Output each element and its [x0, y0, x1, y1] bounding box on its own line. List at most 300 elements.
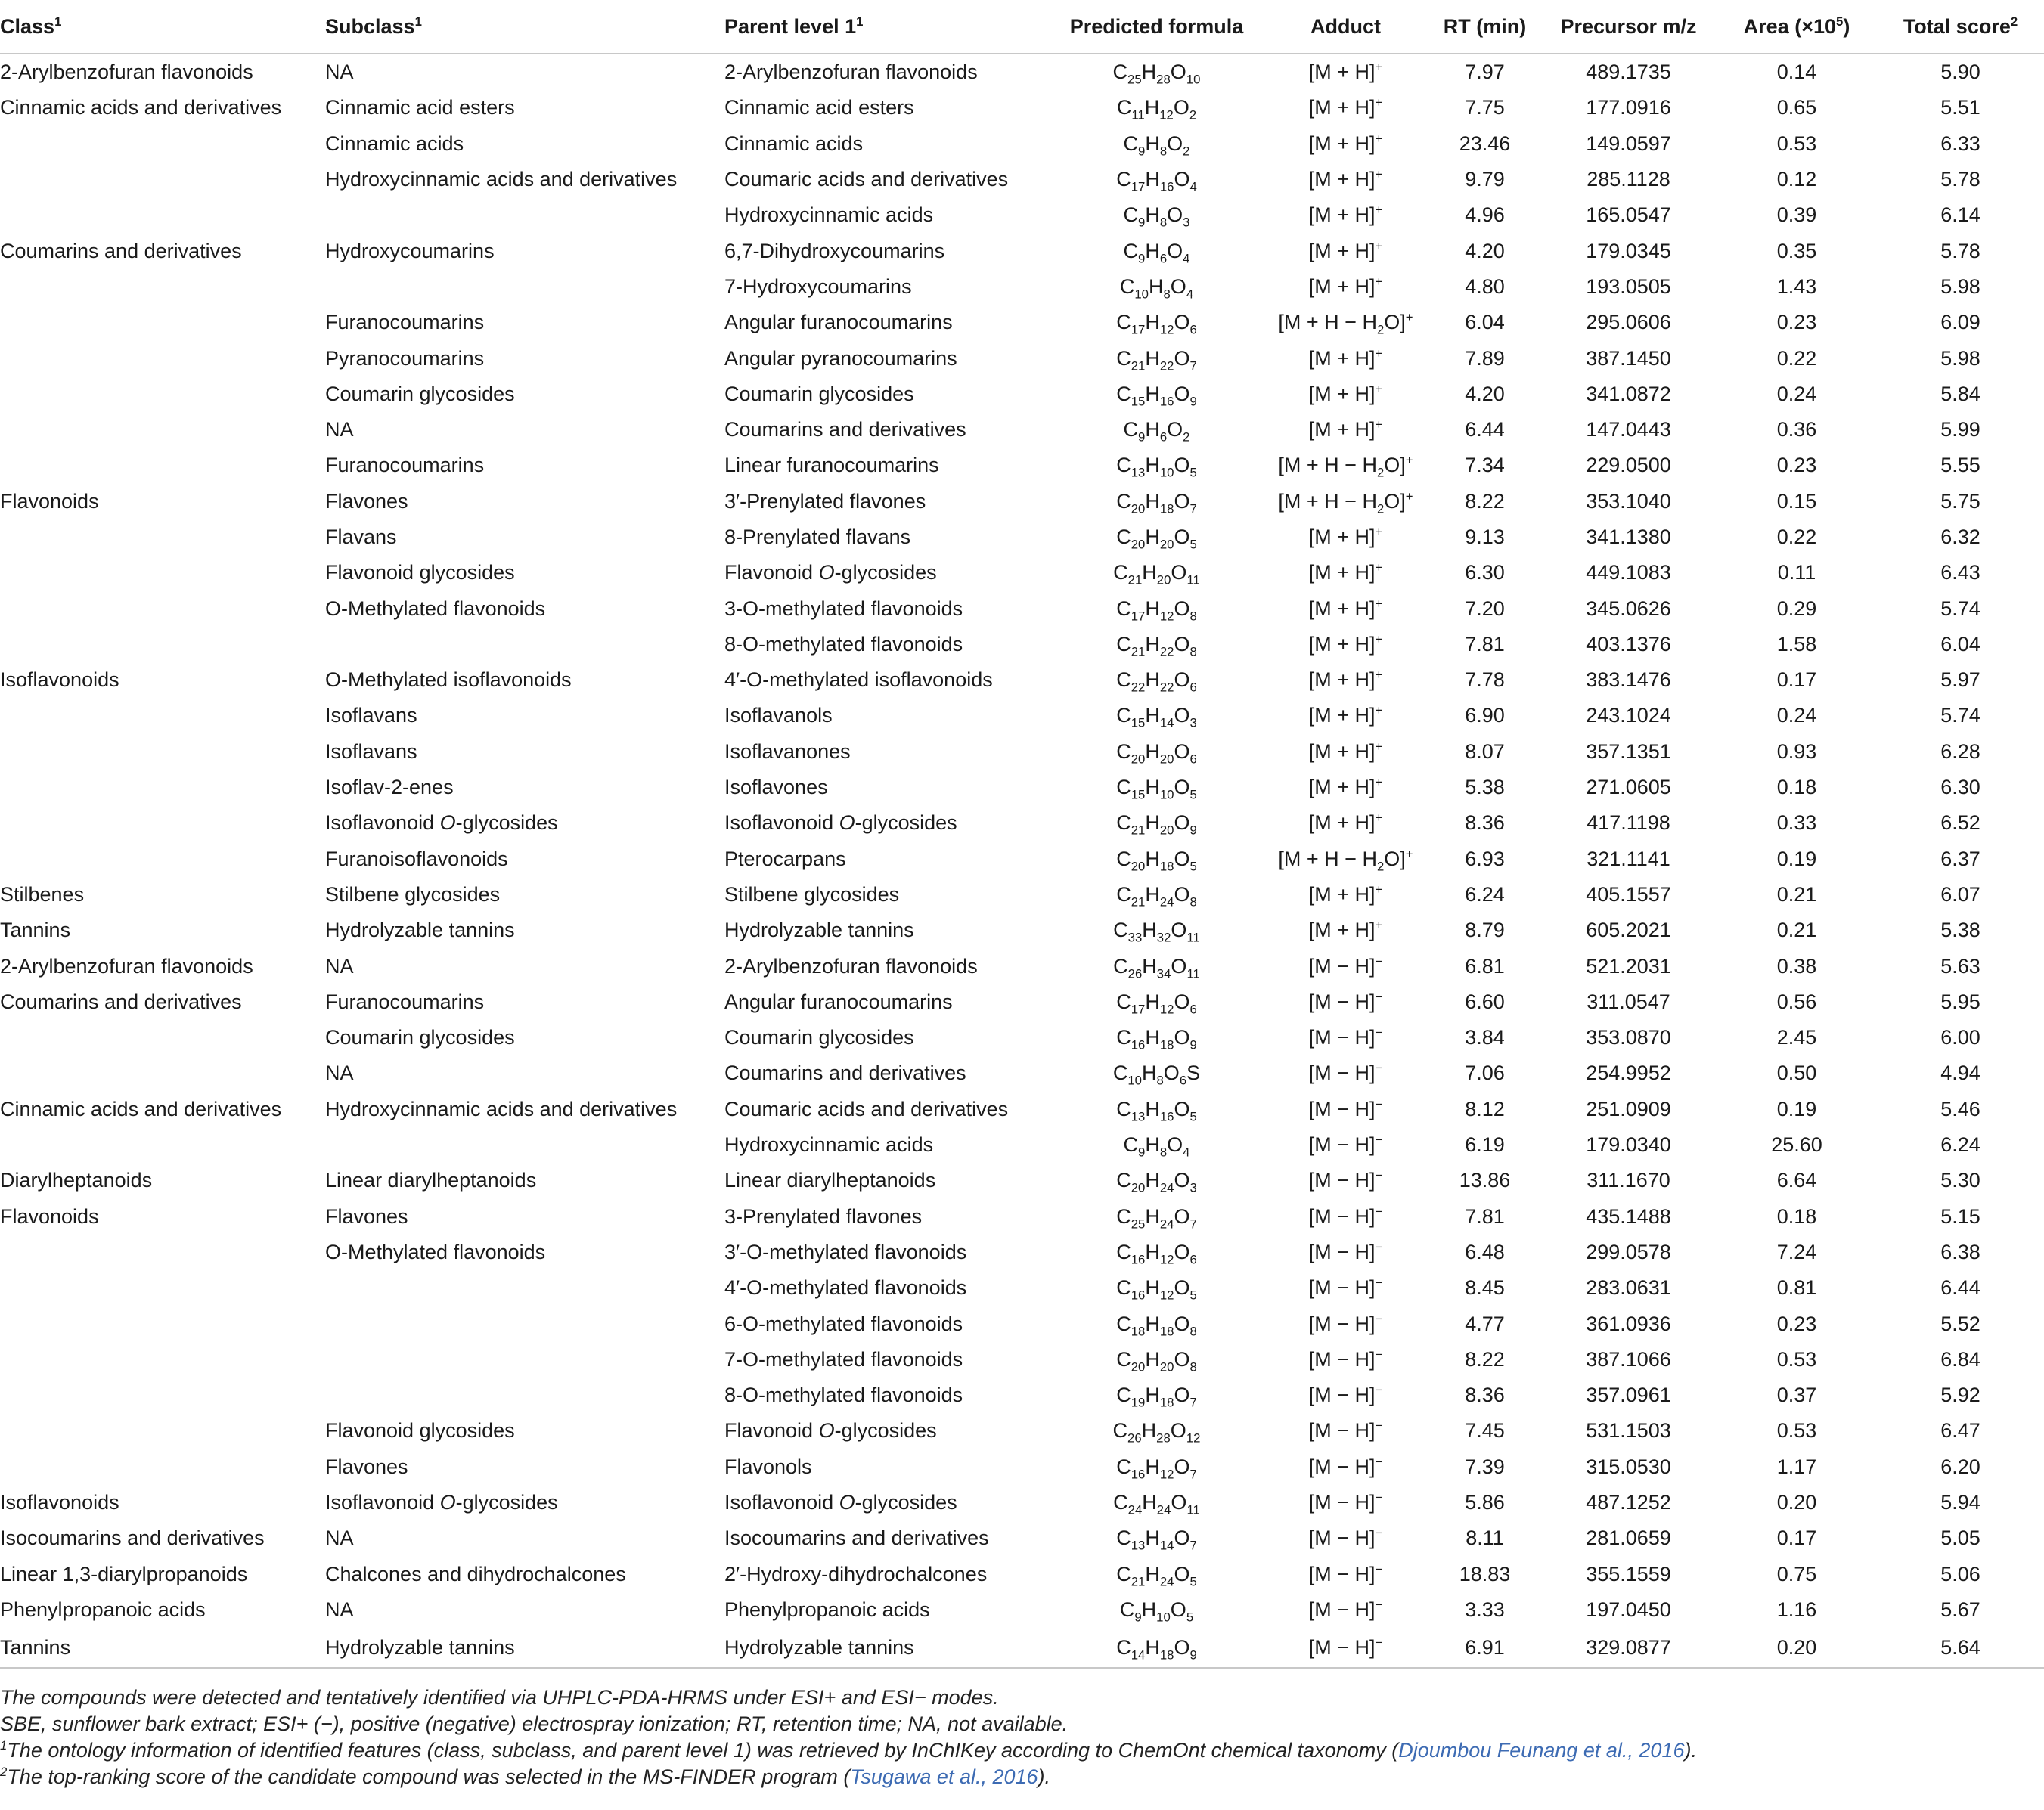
table-row — [0, 1485, 2044, 1520]
subclass-cell: Cinnamic acid esters — [325, 96, 515, 119]
subclass-cell: Isoflavans — [325, 704, 417, 727]
class-cell — [0, 1235, 325, 1270]
area-cell: 0.17 — [1776, 1526, 1817, 1550]
footnote-text-end: ). — [1038, 1765, 1051, 1788]
formula-cell: $C_9H_6O_4$ — [1123, 239, 1190, 266]
subclass-cell: Cinnamic acids — [325, 132, 464, 155]
total-score-cell: 5.30 — [1940, 1169, 1980, 1192]
rt-cell: 6.81 — [1465, 954, 1505, 978]
total-score-cell: 5.94 — [1940, 1491, 1980, 1514]
formula-cell: $C_{20}H_{20}O_5$ — [1116, 525, 1197, 552]
area-cell: 0.23 — [1776, 311, 1817, 334]
precursor-mz-cell: 299.0578 — [1586, 1240, 1671, 1263]
parent-level-cell: Angular furanocoumarins — [724, 311, 953, 334]
parent-level-cell: 3-O-methylated flavonoids — [724, 597, 963, 620]
class-cell — [0, 1306, 325, 1341]
formula-cell: $C_{26}H_{28}O_{12}$ — [1112, 1419, 1201, 1446]
class-cell: Isoflavonoids — [0, 668, 119, 692]
table-row — [0, 377, 2044, 412]
adduct-cell: $[M + H - H_2O]^+$ — [1278, 488, 1413, 516]
parent-level-cell: Flavonoid O-glycosides — [724, 1419, 937, 1443]
rt-cell: 8.22 — [1465, 1347, 1505, 1371]
rt-cell: 6.91 — [1429, 1628, 1540, 1668]
parent-level-cell: 4′-O-methylated flavonoids — [724, 1276, 967, 1300]
parent-level-cell: 2-Arylbenzofuran flavonoids — [724, 60, 978, 84]
subclass-cell: O-Methylated isoflavonoids — [325, 668, 572, 692]
total-score-cell: 6.38 — [1940, 1240, 1980, 1263]
formula-cell: $C_{21}H_{20}O_{11}$ — [1113, 561, 1200, 587]
formula-cell: $C_{13}H_{10}O_5$ — [1116, 454, 1197, 480]
formula-cell: $C_{21}H_{24}O_5$ — [1116, 1562, 1197, 1588]
total-score-cell: 5.74 — [1940, 704, 1980, 727]
total-score-cell: 5.46 — [1940, 1097, 1980, 1120]
total-score-cell: 6.44 — [1940, 1276, 1980, 1300]
subclass-cell: Flavones — [325, 1204, 408, 1228]
table-row — [0, 340, 2044, 376]
subclass-cell: NA — [325, 60, 354, 84]
class-cell: Tannins — [0, 1628, 325, 1668]
rt-cell: 4.96 — [1465, 203, 1505, 227]
class-cell: Phenylpropanoic acids — [0, 1598, 206, 1621]
precursor-mz-cell: 197.0450 — [1586, 1598, 1671, 1621]
precursor-mz-cell: 435.1488 — [1586, 1204, 1671, 1228]
class-cell — [0, 555, 325, 590]
area-cell: 0.20 — [1776, 1491, 1817, 1514]
rt-cell: 8.36 — [1465, 1384, 1505, 1407]
rt-cell: 7.89 — [1465, 346, 1505, 370]
rt-cell: 3.33 — [1465, 1598, 1505, 1621]
table-row — [0, 590, 2044, 626]
parent-level-cell: 2′-Hydroxy-dihydrochalcones — [724, 1562, 988, 1585]
parent-level-cell: 6-O-methylated flavonoids — [724, 1312, 963, 1335]
precursor-mz-cell: 243.1024 — [1586, 704, 1671, 727]
footnote-text: The top-ranking score of the candidate compound was selected in the MS-FINDER program ( — [7, 1765, 851, 1788]
rt-cell: 7.45 — [1465, 1419, 1505, 1443]
precursor-mz-cell: 254.9952 — [1586, 1062, 1671, 1085]
table-row — [0, 662, 2044, 698]
area-cell: 0.65 — [1776, 96, 1817, 119]
area-cell: 0.23 — [1776, 454, 1817, 477]
parent-level-cell: Isoflavones — [724, 776, 828, 799]
adduct-cell: [M − H]− — [1308, 1275, 1383, 1300]
subclass-cell: Linear diarylheptanoids — [325, 1169, 537, 1192]
precursor-mz-cell: 315.0530 — [1586, 1455, 1671, 1478]
precursor-mz-cell: 321.1141 — [1587, 847, 1670, 870]
total-score-cell: 4.94 — [1940, 1062, 1980, 1085]
adduct-cell: [M + H]+ — [1308, 631, 1383, 656]
parent-level-cell: 3-Prenylated flavones — [724, 1204, 923, 1228]
rt-cell: 6.44 — [1465, 418, 1505, 442]
precursor-mz-cell: 177.0916 — [1586, 96, 1671, 119]
precursor-mz-cell: 229.0500 — [1586, 454, 1671, 477]
rt-cell: 4.80 — [1465, 274, 1505, 298]
total-score-cell: 5.78 — [1940, 239, 1980, 262]
subclass-cell — [325, 1127, 724, 1163]
class-cell — [0, 805, 325, 841]
table-header — [0, 0, 2044, 54]
class-cell — [0, 377, 325, 412]
total-score-cell: 5.95 — [1940, 990, 1980, 1013]
area-cell: 0.24 — [1776, 382, 1817, 405]
area-cell: 1.16 — [1776, 1598, 1817, 1621]
adduct-cell: $[M + H - H_2O]^+$ — [1278, 310, 1413, 337]
total-score-cell: 5.98 — [1940, 274, 1980, 298]
formula-cell: $C_{16}H_{12}O_5$ — [1116, 1276, 1197, 1303]
total-score-cell: 5.75 — [1940, 489, 1980, 513]
adduct-cell: [M + H]+ — [1308, 381, 1383, 405]
area-cell: 0.19 — [1776, 1097, 1817, 1120]
total-score-cell: 5.51 — [1940, 96, 1980, 119]
class-cell — [0, 412, 325, 448]
total-score-cell: 6.07 — [1940, 882, 1980, 906]
subclass-cell: Isoflavonoid O-glycosides — [325, 1491, 558, 1514]
total-score-cell: 5.15 — [1940, 1204, 1980, 1228]
class-cell — [0, 1378, 325, 1413]
total-score-cell: 5.64 — [1877, 1628, 2044, 1668]
parent-level-cell: Angular pyranocoumarins — [724, 346, 957, 370]
rt-cell: 18.83 — [1459, 1562, 1511, 1585]
footnote-marker: 2 — [0, 1765, 8, 1779]
footnote-text: The compounds were detected and tentatively identified via UHPLC-PDA-HRMS under ESI+ and ESI− modes. — [0, 1686, 999, 1709]
precursor-mz-cell: 345.0626 — [1586, 597, 1671, 620]
parent-level-cell: Flavonols — [724, 1455, 812, 1478]
formula-cell: $C_{26}H_{34}O_{11}$ — [1113, 954, 1200, 981]
total-score-cell: 5.90 — [1940, 60, 1980, 84]
rt-cell: 6.19 — [1465, 1133, 1505, 1157]
adduct-cell: [M − H]− — [1308, 1383, 1383, 1407]
formula-cell: $C_{21}H_{20}O_9$ — [1116, 811, 1197, 838]
class-cell — [0, 698, 325, 733]
adduct-cell: [M + H]+ — [1308, 60, 1383, 84]
precursor-mz-cell: 285.1128 — [1587, 168, 1670, 191]
class-cell — [0, 734, 325, 770]
parent-level-cell: 6,7-Dihydroxycoumarins — [724, 239, 945, 262]
total-score-cell: 6.37 — [1940, 847, 1980, 870]
total-score-cell: 6.04 — [1940, 632, 1980, 656]
precursor-mz-cell: 165.0547 — [1586, 203, 1671, 227]
class-cell — [0, 197, 325, 233]
parent-level-cell: Isoflavonoid O-glycosides — [724, 811, 957, 835]
parent-level-cell: Phenylpropanoic acids — [724, 1598, 930, 1621]
subclass-cell: Flavonoid glycosides — [325, 561, 515, 584]
table-row — [0, 197, 2044, 233]
class-cell — [0, 1413, 325, 1449]
subclass-cell: Isoflav-2-enes — [325, 776, 454, 799]
area-cell: 0.11 — [1777, 561, 1816, 584]
table-row — [0, 1413, 2044, 1449]
rt-cell: 6.93 — [1465, 847, 1505, 870]
header-precursor-mz: Precursor m/z — [1540, 0, 1717, 54]
precursor-mz-cell: 449.1083 — [1586, 561, 1671, 584]
class-cell — [0, 770, 325, 805]
parent-level-cell: 2-Arylbenzofuran flavonoids — [724, 954, 978, 978]
rt-cell: 8.79 — [1465, 919, 1505, 942]
area-cell: 6.64 — [1776, 1169, 1817, 1192]
precursor-mz-cell: 355.1559 — [1586, 1562, 1671, 1585]
formula-cell: $C_{20}H_{20}O_6$ — [1116, 739, 1197, 767]
table-row — [0, 126, 2044, 162]
rt-cell: 13.86 — [1459, 1169, 1511, 1192]
subclass-cell: Pyranocoumarins — [325, 346, 485, 370]
adduct-cell: [M − H]− — [1308, 1561, 1383, 1585]
formula-cell: $C_{21}H_{22}O_7$ — [1116, 346, 1197, 373]
parent-level-cell: 7-Hydroxycoumarins — [724, 274, 912, 298]
citation-link[interactable]: Djoumbou Feunang et al., 2016 — [1398, 1739, 1685, 1762]
subclass-cell — [325, 1342, 724, 1378]
precursor-mz-cell: 357.0961 — [1586, 1384, 1671, 1407]
table-row — [0, 1628, 2044, 1668]
area-cell: 0.75 — [1776, 1562, 1817, 1585]
precursor-mz-cell: 487.1252 — [1586, 1491, 1671, 1514]
footnote-text: SBE, sunflower bark extract; ESI+ (−), positive (negative) electrospray ionization; RT, retention time; NA, not available. — [0, 1712, 1069, 1735]
class-cell — [0, 126, 325, 162]
total-score-cell: 5.84 — [1940, 382, 1980, 405]
header-parent-level-1: Parent level $1^1$ — [724, 0, 1051, 54]
parent-level-cell: Hydroxycinnamic acids — [724, 203, 934, 227]
precursor-mz-cell: 147.0443 — [1586, 418, 1671, 442]
class-cell — [0, 519, 325, 555]
header-predicted-formula: Predicted formula — [1051, 0, 1262, 54]
footnote-marker: 1 — [0, 1738, 8, 1753]
rt-cell: 5.38 — [1465, 776, 1505, 799]
citation-link[interactable]: Tsugawa et al., 2016 — [850, 1765, 1038, 1788]
class-cell: Cinnamic acids and derivatives — [0, 96, 282, 119]
subclass-cell: Hydroxycinnamic acids and derivatives — [325, 168, 678, 191]
parent-level-cell: 8-O-methylated flavonoids — [724, 632, 963, 656]
subclass-cell: NA — [325, 1062, 354, 1085]
class-cell — [0, 590, 325, 626]
subclass-cell — [325, 627, 724, 662]
adduct-cell: [M − H]− — [1308, 1204, 1383, 1228]
table-row — [0, 841, 2044, 877]
table-row — [0, 1055, 2044, 1091]
rt-cell: 8.45 — [1465, 1276, 1505, 1300]
total-score-cell: 6.52 — [1940, 811, 1980, 835]
subclass-cell: Hydroxycoumarins — [325, 239, 495, 262]
class-cell: Coumarins and derivatives — [0, 239, 242, 262]
total-score-cell: 5.98 — [1940, 346, 1980, 370]
adduct-cell: $[M + H - H_2O]^+$ — [1278, 453, 1413, 480]
subclass-cell: Coumarin glycosides — [325, 382, 515, 405]
formula-cell: $C_9H_6O_2$ — [1123, 418, 1190, 445]
rt-cell: 8.07 — [1465, 739, 1505, 763]
table-row — [0, 770, 2044, 805]
rt-cell: 6.90 — [1465, 704, 1505, 727]
total-score-cell: 5.38 — [1940, 919, 1980, 942]
class-cell: Diarylheptanoids — [0, 1169, 153, 1192]
total-score-cell: 5.05 — [1940, 1526, 1980, 1550]
area-cell: 0.22 — [1776, 346, 1817, 370]
precursor-mz-cell: 329.0877 — [1540, 1628, 1717, 1668]
table-row — [0, 1449, 2044, 1485]
parent-level-cell: Pterocarpans — [724, 847, 846, 870]
total-score-cell: 5.67 — [1940, 1598, 1980, 1621]
table-row — [0, 1592, 2044, 1628]
header-class: Class$^1$ — [0, 0, 325, 54]
class-cell — [0, 162, 325, 197]
area-cell: 0.50 — [1776, 1062, 1817, 1085]
adduct-cell: [M − H]− — [1308, 1418, 1383, 1443]
rt-cell: 7.81 — [1465, 1204, 1505, 1228]
formula-cell: $C_9H_8O_3$ — [1123, 203, 1190, 230]
subclass-cell: NA — [325, 1598, 354, 1621]
class-cell — [0, 841, 325, 877]
parent-level-cell: 3′-Prenylated flavones — [724, 489, 926, 513]
rt-cell: 7.06 — [1465, 1062, 1505, 1085]
footnote-line — [0, 1684, 2044, 1711]
class-cell — [0, 269, 325, 305]
formula-cell: $C_{16}H_{18}O_9$ — [1116, 1026, 1197, 1052]
rt-cell: 4.77 — [1465, 1312, 1505, 1335]
parent-level-cell: Isoflavonoid O-glycosides — [724, 1491, 957, 1514]
area-cell: 0.19 — [1776, 847, 1817, 870]
precursor-mz-cell: 361.0936 — [1586, 1312, 1671, 1335]
parent-level-cell: Linear furanocoumarins — [724, 454, 939, 477]
formula-cell: $C_{24}H_{24}O_{11}$ — [1113, 1491, 1200, 1517]
adduct-cell: [M + H]+ — [1308, 668, 1383, 692]
rt-cell: 7.20 — [1465, 597, 1505, 620]
table-row — [0, 1199, 2044, 1235]
formula-cell: $C_{17}H_{16}O_4$ — [1116, 168, 1197, 194]
table-row — [0, 90, 2044, 126]
table-row — [0, 555, 2044, 590]
precursor-mz-cell: 179.0340 — [1586, 1133, 1671, 1157]
formula-cell: $C_{33}H_{32}O_{11}$ — [1113, 919, 1200, 945]
area-cell: 0.37 — [1776, 1384, 1817, 1407]
adduct-cell: [M − H]− — [1308, 1597, 1383, 1621]
table-row — [0, 948, 2044, 984]
table-footnotes — [0, 1684, 2044, 1790]
total-score-cell: 6.20 — [1940, 1455, 1980, 1478]
adduct-cell: [M + H]+ — [1308, 918, 1383, 942]
precursor-mz-cell: 149.0597 — [1586, 132, 1671, 155]
formula-cell: $C_{13}H_{14}O_7$ — [1116, 1526, 1197, 1553]
rt-cell: 7.39 — [1465, 1455, 1505, 1478]
total-score-cell: 5.74 — [1940, 597, 1980, 620]
area-cell: 0.36 — [1776, 418, 1817, 442]
subclass-cell: Flavones — [325, 489, 408, 513]
parent-level-cell: Coumarin glycosides — [724, 1026, 914, 1049]
table-row — [0, 627, 2044, 662]
area-cell: 0.14 — [1776, 60, 1817, 84]
subclass-cell: Flavones — [325, 1455, 408, 1478]
footnote-line — [0, 1737, 2044, 1764]
precursor-mz-cell: 417.1198 — [1587, 811, 1670, 835]
parent-level-cell: Cinnamic acids — [724, 132, 864, 155]
parent-level-cell: 8-Prenylated flavans — [724, 525, 911, 548]
header-rt: RT (min) — [1429, 0, 1540, 54]
adduct-cell: [M + H]+ — [1308, 775, 1383, 799]
subclass-cell: Isoflavans — [325, 739, 417, 763]
parent-level-cell: Hydrolyzable tannins — [724, 1628, 1051, 1668]
adduct-cell: [M + H]+ — [1308, 882, 1383, 906]
area-cell: 0.56 — [1776, 990, 1817, 1013]
table-row — [0, 1270, 2044, 1306]
class-cell: Isoflavonoids — [0, 1491, 119, 1514]
precursor-mz-cell: 251.0909 — [1586, 1097, 1671, 1120]
subclass-cell: O-Methylated flavonoids — [325, 1240, 546, 1263]
footnote-text-end: ). — [1684, 1739, 1697, 1762]
footnote-line — [0, 1711, 2044, 1737]
table-row — [0, 305, 2044, 340]
adduct-cell: [M − H]− — [1308, 1526, 1383, 1550]
subclass-cell: Coumarin glycosides — [325, 1026, 515, 1049]
rt-cell: 8.36 — [1465, 811, 1505, 835]
header-area: Area $(\times 10^5)$ — [1717, 0, 1877, 54]
adduct-cell: [M + H]+ — [1308, 525, 1383, 548]
rt-cell: 9.79 — [1465, 168, 1505, 191]
formula-cell: $C_{19}H_{18}O_7$ — [1116, 1384, 1197, 1410]
area-cell: 0.35 — [1776, 239, 1817, 262]
adduct-cell: [M + H]+ — [1308, 131, 1383, 155]
total-score-cell: 5.06 — [1940, 1562, 1980, 1585]
adduct-cell: [M + H]+ — [1308, 203, 1383, 227]
subclass-cell: Stilbene glycosides — [325, 882, 501, 906]
class-cell: Linear 1,3-diarylpropanoids — [0, 1562, 248, 1585]
adduct-cell: [M + H]+ — [1308, 95, 1383, 119]
total-score-cell: 5.63 — [1940, 954, 1980, 978]
area-cell: 25.60 — [1771, 1133, 1822, 1157]
parent-level-cell: 3′-O-methylated flavonoids — [724, 1240, 967, 1263]
formula-cell: $C_{21}H_{24}O_8$ — [1116, 882, 1197, 910]
precursor-mz-cell: 281.0659 — [1586, 1526, 1671, 1550]
parent-level-cell: Hydroxycinnamic acids — [724, 1133, 934, 1157]
class-cell: Coumarins and derivatives — [0, 990, 242, 1013]
area-cell: 0.53 — [1776, 132, 1817, 155]
subclass-cell: Chalcones and dihydrochalcones — [325, 1562, 626, 1585]
precursor-mz-cell: 489.1735 — [1586, 60, 1671, 84]
class-cell — [0, 1055, 325, 1091]
rt-cell: 6.60 — [1465, 990, 1505, 1013]
adduct-cell: [M + H]+ — [1308, 417, 1383, 442]
table-row — [0, 1163, 2044, 1198]
subclass-cell: Furanocoumarins — [325, 311, 485, 334]
class-cell: Tannins — [0, 919, 71, 942]
adduct-cell: [M − H]− — [1308, 1490, 1383, 1514]
rt-cell: 7.81 — [1465, 632, 1505, 656]
subclass-cell — [325, 1270, 724, 1306]
table-row — [0, 162, 2044, 197]
adduct-cell: [M + H]+ — [1308, 346, 1383, 370]
table-row — [0, 805, 2044, 841]
formula-cell: $C_{20}H_{24}O_3$ — [1116, 1169, 1197, 1195]
formula-cell: $C_{15}H_{10}O_5$ — [1116, 776, 1197, 802]
table-row — [0, 1127, 2044, 1163]
adduct-cell: [M − H]− — [1308, 989, 1383, 1013]
area-cell: 0.15 — [1776, 489, 1817, 513]
formula-cell: $C_9H_{10}O_5$ — [1119, 1598, 1194, 1625]
table-row — [0, 269, 2044, 305]
class-cell: Flavonoids — [0, 1204, 99, 1228]
subclass-cell: Isoflavonoid O-glycosides — [325, 811, 558, 835]
table-row — [0, 412, 2044, 448]
class-cell: Stilbenes — [0, 882, 85, 906]
rt-cell: 7.34 — [1465, 454, 1505, 477]
formula-cell: $C_{15}H_{14}O_3$ — [1116, 704, 1197, 730]
subclass-cell — [325, 1378, 724, 1413]
header-subclass: Subclass$^1$ — [325, 0, 724, 54]
adduct-cell: [M + H]+ — [1308, 596, 1383, 620]
area-cell: 0.20 — [1717, 1628, 1877, 1668]
precursor-mz-cell: 179.0345 — [1586, 239, 1671, 262]
subclass-cell: Furanocoumarins — [325, 990, 485, 1013]
parent-level-cell: Cinnamic acid esters — [724, 96, 914, 119]
area-cell: 0.17 — [1776, 668, 1817, 692]
rt-cell: 4.20 — [1465, 239, 1505, 262]
adduct-cell: [M + H]+ — [1308, 238, 1383, 262]
total-score-cell: 5.99 — [1940, 418, 1980, 442]
area-cell: 1.58 — [1776, 632, 1817, 656]
